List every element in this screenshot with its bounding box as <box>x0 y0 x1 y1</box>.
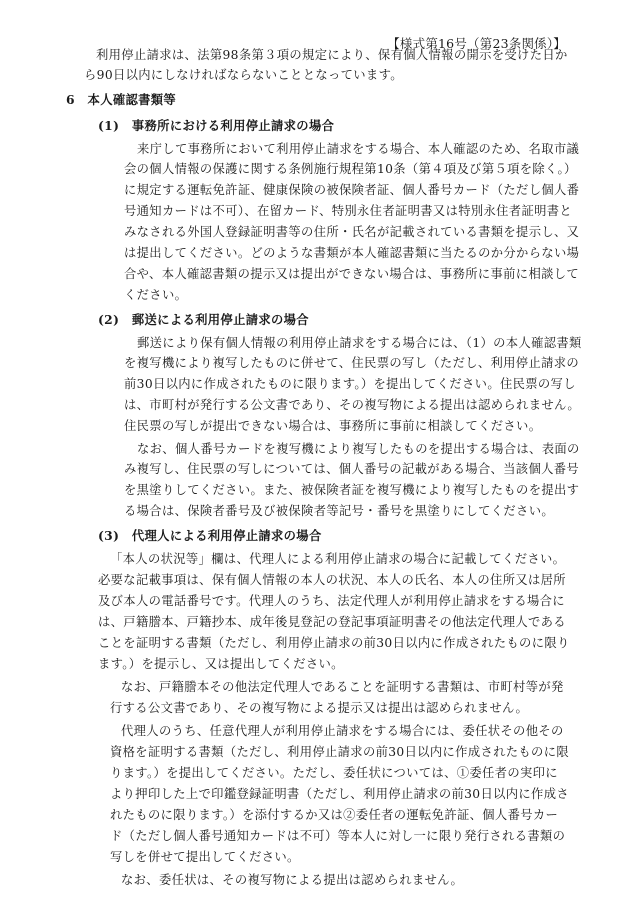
text-line: なお、委任状は、その複写物による提出は認められません。 <box>121 873 464 887</box>
text-line: 写しを併せて提出してください。 <box>110 850 300 864</box>
text-line: 郵送により保有個人情報の利用停止請求をする場合には、（1）の本人確認書類 <box>137 336 582 350</box>
text-line: ド（ただし個人番号通知カードは不可）等本人に対し一に限り発行される書類の <box>110 829 566 843</box>
text-line: 及び本人の電話番号です。代理人のうち、法定代理人が利用停止請求をする場合に <box>98 594 565 608</box>
subsection-heading: (2) 郵送による利用停止請求の場合 <box>98 312 309 327</box>
text-line: みなされる外国人登録証明書等の住所・氏名が記載されている書類を提示し、又 <box>124 225 580 239</box>
subsection-heading: (1) 事務所における利用停止請求の場合 <box>98 118 335 133</box>
text-line: 来庁して事務所において利用停止請求をする場合、本人確認のため、名取市議 <box>137 142 580 156</box>
text-line: ります。）を提出してください。ただし、委任状については、①委任者の実印に <box>110 766 558 780</box>
text-line: は、戸籍謄本、戸籍抄本、成年後見登記の登記事項証明書その他法定代理人である <box>98 615 566 629</box>
text-line: 利用停止請求は、法第98条第３項の規定により、保有個人情報の開示を受けた日か <box>96 48 568 62</box>
text-line: れたものに限ります。）を添付するか又は②委任者の運転免許証、個人番号カー <box>110 808 559 822</box>
text-line: ことを証明する書類（ただし、利用停止請求の前30日以内に作成されたものに限り <box>98 636 570 650</box>
text-line: 合や、本人確認書類の提示又は提出ができない場合は、事務所に事前に相談して <box>124 267 580 281</box>
text-line: 代理人のうち、任意代理人が利用停止請求をする場合には、委任状その他その <box>121 724 564 738</box>
text-line: 前30日以内に作成されたものに限ります。）を提出してください。住民票の写し <box>124 377 576 391</box>
text-line: 資格を証明する書類（ただし、利用停止請求の前30日以内に作成されたものに限 <box>110 745 569 759</box>
text-line: 行する公文書であり、その複写物による提示又は提出は認められません。 <box>110 701 529 715</box>
text-line: 号通知カードは不可）、在留カード、特別永住者証明書又は特別永住者証明書と <box>124 204 573 218</box>
text-line: より押印した上で印鑑登録証明書（ただし、利用停止請求の前30日以内に作成さ <box>110 787 569 801</box>
text-line: る場合は、保険者番号及び被保険者等記号・番号を黒塗りにしてください。 <box>124 504 554 518</box>
form-number: 【様式第16号（第23条関係）】 <box>387 36 566 51</box>
text-line: 住民票の写しが提出できない場合は、事務所に事前に相談してください。 <box>124 419 542 433</box>
text-line: み複写し、住民票の写しについては、個人番号の記載がある場合、当該個人番号 <box>124 462 580 476</box>
section-heading: 6 本人確認書類等 <box>66 92 177 107</box>
text-line: ます。）を提示し、又は提出してください。 <box>98 657 344 671</box>
text-line: 「本人の状況等」欄は、代理人による利用停止請求の場合に記載してください。 <box>110 552 566 566</box>
subsection-heading: (3) 代理人による利用停止請求の場合 <box>98 528 322 543</box>
text-line: ください。 <box>124 288 188 302</box>
text-line: ら90日以内にしなければならないこととなっています。 <box>84 68 403 82</box>
text-line: は提出してください。どのような書類が本人確認書類に当たるのか分からない場 <box>124 246 580 260</box>
text-line: を複写機により複写したものに併せて、住民票の写し（ただし、利用停止請求の <box>124 356 580 370</box>
text-line: を黒塗りしてください。また、被保険者証を複写機により複写したものを提出す <box>124 483 580 497</box>
text-line: は、市町村が発行する公文書であり、その複写物による提出は認められません。 <box>124 398 581 412</box>
text-line: なお、戸籍謄本その他法定代理人であることを証明する書類は、市町村等が発 <box>121 680 564 694</box>
text-line: 会の個人情報の保護に関する条例施行規程第10条（第４項及び第５項を除く。） <box>124 162 577 176</box>
text-line: なお、個人番号カードを複写機により複写したものを提出する場合は、表面の <box>137 442 580 456</box>
text-line: に規定する運転免許証、健康保険の被保険者証、個人番号カード（ただし個人番 <box>124 183 580 197</box>
text-line: 必要な記載事項は、保有個人情報の本人の状況、本人の氏名、本人の住所又は居所 <box>98 573 566 587</box>
